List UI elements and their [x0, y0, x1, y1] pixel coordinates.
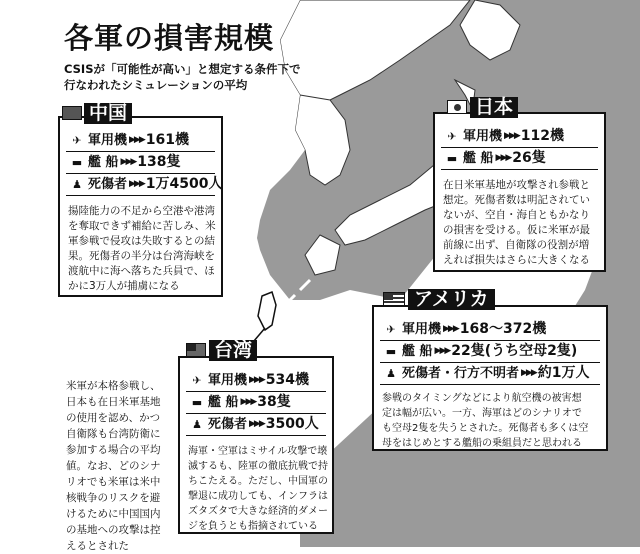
desc-line: 滅するも、陸軍の徹底抗戦で持	[188, 461, 328, 472]
arrow-icon: ▶▶▶	[443, 324, 458, 334]
note-line: 米軍が本格参戦し、	[66, 380, 161, 392]
desc-line: 在日米軍基地が攻撃され参戦と	[443, 179, 590, 191]
desc-line: 渡航中に海へ落ちた兵員で、ほ	[68, 265, 215, 277]
taiwan-panel	[178, 356, 334, 534]
desc-line: も空母2隻を失うとされた。死傷者も多くは空	[382, 423, 589, 434]
usa-description	[382, 391, 606, 451]
row-label: 軍用機	[463, 129, 503, 144]
china-header: 中国	[84, 103, 132, 124]
taiwan-row-ships	[186, 392, 326, 414]
page-subtitle	[64, 61, 301, 93]
china-row-aircraft	[66, 130, 215, 152]
desc-line: 海軍・空軍はミサイル攻撃で壊	[188, 446, 328, 457]
usa-row-casualties	[380, 363, 600, 385]
arrow-icon: ▶▶▶	[129, 135, 144, 145]
usa-panel	[372, 305, 608, 451]
desc-line: 想定。死傷者数は明記されてい	[443, 194, 590, 206]
row-label: 死傷者・行方不明者	[402, 366, 520, 381]
arrow-icon: ▶▶▶	[120, 157, 136, 167]
desc-line: 軍参戦で侵攻は失敗するとの結	[68, 235, 215, 247]
row-value: 38隻	[257, 394, 291, 410]
desc-line: 果。死傷者の半分は台湾海峡を	[68, 250, 215, 262]
desc-line: ないが、空自・海自ともかなり	[443, 209, 590, 221]
china-description	[68, 204, 218, 294]
ship-icon: ▬	[71, 156, 83, 169]
desc-line: 定は幅が広い。一方、海軍はどのシナリオで	[382, 408, 582, 419]
taiwan-header: 台湾	[209, 340, 257, 361]
ship-icon: ▬	[446, 152, 458, 165]
row-label: 死傷者	[88, 177, 128, 192]
note-line: の使用を認め、かつ	[66, 412, 161, 424]
usa-header: アメリカ	[408, 289, 495, 310]
japan-row-aircraft	[441, 126, 598, 148]
taiwan-description	[188, 444, 332, 534]
arrow-icon: ▶▶▶	[249, 419, 264, 429]
desc-line: ズタズタで大きな経済的ダメー	[188, 506, 328, 517]
japan-panel	[433, 112, 606, 272]
desc-line: 撃退に成功しても、インフラは	[188, 491, 328, 502]
japan-header: 日本	[470, 97, 518, 118]
note-line: えるとされた	[66, 540, 129, 552]
row-label: 艦 船	[208, 395, 239, 410]
note-line: 核戦争のリスクを避	[66, 492, 161, 504]
arrow-icon: ▶▶▶	[504, 131, 519, 141]
note-line: リオでも米軍は米中	[66, 476, 161, 488]
note-line: 参加する場合の平均	[66, 444, 161, 456]
row-value: 534機	[265, 372, 310, 388]
arrow-icon: ▶▶▶	[434, 346, 450, 356]
row-value: 138隻	[137, 154, 181, 170]
subtitle-line: CSISが「可能性が高い」と想定する条件下で	[64, 62, 301, 76]
arrow-icon: ▶▶▶	[521, 368, 536, 378]
plane-icon: ✈	[192, 374, 202, 387]
japan-description	[443, 178, 603, 268]
note-line: 自衛隊も台湾防衛に	[66, 428, 161, 440]
desc-line: の損害を受ける。仮に米軍が最	[443, 224, 590, 236]
person-icon: ♟	[386, 367, 396, 380]
arrow-icon: ▶▶▶	[129, 179, 144, 189]
ship-icon: ▬	[191, 396, 203, 409]
china-row-casualties	[66, 174, 223, 196]
arrow-icon: ▶▶▶	[495, 153, 511, 163]
note-line: 値。なお、どのシナ	[66, 460, 161, 472]
usa-row-ships	[380, 341, 600, 363]
ship-icon: ▬	[385, 345, 397, 358]
row-label: 軍用機	[402, 322, 442, 337]
china-flag-icon	[62, 106, 82, 120]
plane-icon: ✈	[447, 130, 457, 143]
subtitle-line: 行なわれたシミュレーションの平均	[64, 78, 248, 92]
person-icon: ♟	[192, 418, 202, 431]
row-label: 死傷者	[208, 417, 248, 432]
row-label: 軍用機	[208, 373, 248, 388]
side-note	[66, 378, 174, 554]
desc-line: えれば損失はさらに大きくなる	[443, 254, 590, 266]
row-value: 22隻(うち空母2隻)	[451, 343, 578, 359]
note-line: の基地への攻撃は控	[66, 524, 161, 536]
japan-flag-icon	[447, 100, 467, 114]
row-label: 艦 船	[463, 151, 494, 166]
desc-line: ジを負うとも指摘されている	[188, 521, 318, 532]
desc-line: 前線に出ず、自衛隊の役割が増	[443, 239, 590, 251]
usa-flag-icon	[383, 292, 405, 306]
row-value: 161機	[145, 132, 190, 148]
usa-row-aircraft	[380, 319, 600, 341]
desc-line: を奪取できず補給に苦しみ、米	[68, 220, 216, 232]
arrow-icon: ▶▶▶	[249, 375, 264, 385]
taiwan-row-casualties	[186, 414, 326, 436]
plane-icon: ✈	[72, 134, 82, 147]
arrow-icon: ▶▶▶	[240, 397, 256, 407]
desc-line: 揚陸能力の不足から空港や港湾	[68, 205, 215, 217]
row-value: 112機	[520, 128, 565, 144]
row-value: 168～372機	[459, 321, 547, 337]
taiwan-flag-icon	[186, 343, 206, 357]
row-label: 艦 船	[88, 155, 119, 170]
china-row-ships	[66, 152, 215, 174]
taiwan-row-aircraft	[186, 370, 326, 392]
row-label: 軍用機	[88, 133, 128, 148]
desc-line: ちこたえる。ただし、中国軍の	[188, 476, 328, 487]
row-label: 艦 船	[402, 344, 433, 359]
desc-line: かに3万人が捕虜になる	[68, 280, 180, 292]
row-value: 3500人	[265, 416, 319, 432]
row-value: 1万4500人	[145, 176, 223, 192]
page-title: 各軍の損害規模	[64, 21, 275, 55]
desc-line: 母をはじめとする艦船の乗組員だと思われる	[382, 438, 582, 449]
note-line: 日本も在日米軍基地	[66, 396, 161, 408]
china-panel	[58, 116, 223, 297]
plane-icon: ✈	[386, 323, 396, 336]
row-value: 26隻	[512, 150, 546, 166]
japan-row-ships	[441, 148, 598, 170]
desc-line: 参戦のタイミングなどにより航空機の被害想	[382, 393, 582, 404]
row-value: 約1万人	[537, 365, 590, 381]
person-icon: ♟	[72, 178, 82, 191]
note-line: けるために中国国内	[66, 508, 161, 520]
